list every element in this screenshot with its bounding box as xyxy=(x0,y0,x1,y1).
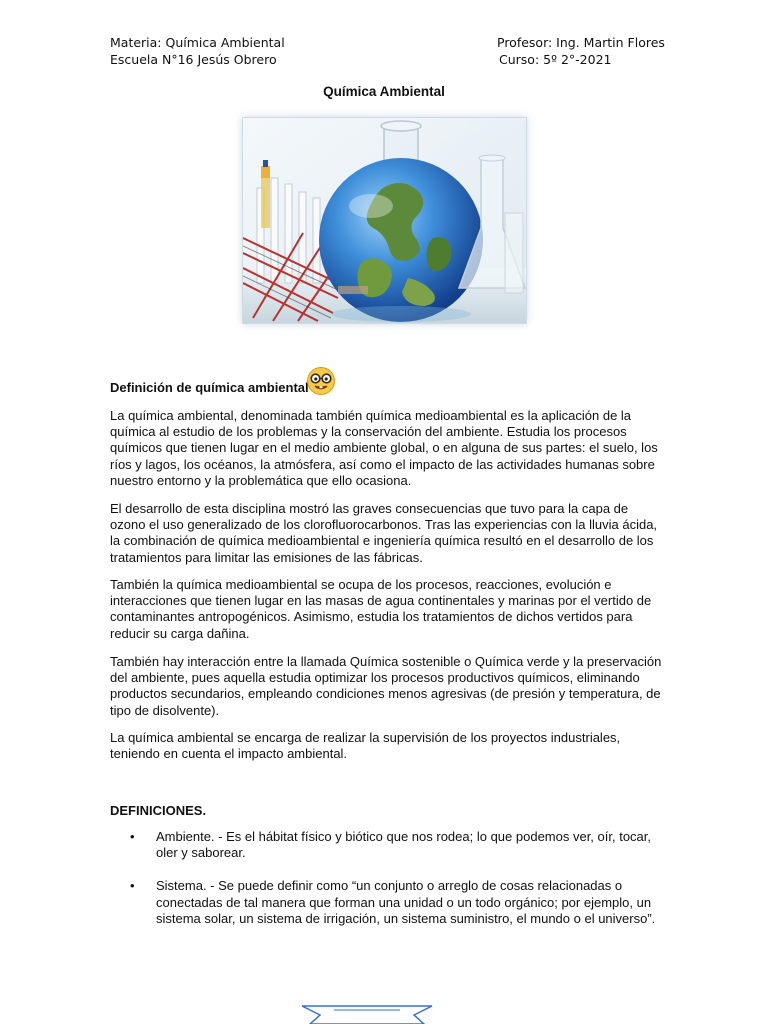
paragraph-3: También la química medioambiental se ocupa de los procesos, reacciones, evolución e interacciones que tienen lugar en las masas de agua continentales y marinas por el vertido de contaminantes antropogénicos. Asimismo, estudia los tratamientos de dichos vertidos para reducir su carga dañina. xyxy=(110,577,652,641)
definition-ambiente: Ambiente. - Es el hábitat físico y biótico que nos rodea; lo que podemos ver, oír, tocar, oler y saborear. xyxy=(156,829,652,861)
header-escuela: Escuela N°16 Jesús Obrero xyxy=(110,52,277,67)
list-item xyxy=(110,878,662,927)
header-profesor: Profesor: Ing. Martin Flores xyxy=(497,35,665,50)
definitions-list xyxy=(110,829,662,944)
paragraph-4: También hay interacción entre la llamada Química sostenible o Química verde y la preservación del ambiente, pues aquella estudia optimizar los procesos productivos químicos, eliminando productos secundarios, empleando condiciones menos agresivas (de presión y temperatura, de tipo de disolvente). xyxy=(110,654,662,718)
paragraph-5: La química ambiental se encarga de realizar la supervisión de los proyectos industriales, teniendo en cuenta el impacto ambiental. xyxy=(110,730,621,762)
definition-sistema: Sistema. - Se puede definir como “un conjunto o arreglo de cosas relacionadas o conectadas de tal manera que forman una unidad o un todo orgánico; por ejemplo, un sistema solar, un sistema de irrigación, un sistema suministro, el mundo o el universo”. xyxy=(156,878,656,926)
definition-heading: Definición de química ambiental xyxy=(110,380,309,395)
paragraph-2: El desarrollo de esta disciplina mostró las graves consecuencias que tuvo para la capa de ozono el uso generalizado de los clorofluorocarbonos. Tras las experiencias con la lluvia ácida, la combinación de química medioambiental e ingeniería química resultó en el desarrollo de los tratamientos para limitar las emisiones de las fábricas. xyxy=(110,501,658,565)
definitions-heading: DEFINICIONES. xyxy=(110,803,207,818)
paragraph-1: La química ambiental, denominada también química medioambiental es la aplicación de la química al estudio de los problemas y la conservación del ambiente. Estudia los procesos químicos que tienen lugar en el medio ambiente global, o en alguna de sus partes: el suelo, los ríos y lagos, los océanos, la atmósfera, así como el impacto de las actividades humanas sobre nuestro entorno y la problemática que ello ocasiona. xyxy=(110,408,658,488)
bullet-marker: • xyxy=(130,829,135,844)
footer-ornament-icon xyxy=(300,1003,434,1024)
header-materia: Materia: Química Ambiental xyxy=(110,35,285,50)
flask-globe-lab-image xyxy=(242,117,527,324)
bullet-marker: • xyxy=(130,878,135,894)
nerd-face-emoji xyxy=(306,366,336,396)
list-item xyxy=(110,829,662,861)
page-title: Química Ambiental xyxy=(323,84,445,99)
header-curso: Curso: 5º 2°-2021 xyxy=(499,52,612,67)
